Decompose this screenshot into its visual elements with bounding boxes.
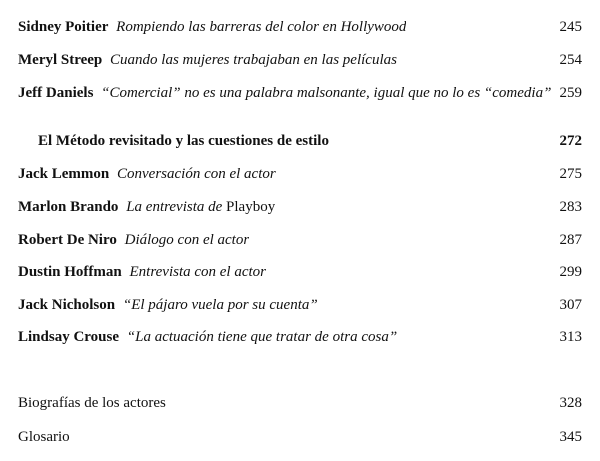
toc-entry-text [18,47,397,73]
chapter-title: “La actuación tiene que tratar de otra cosa” [126,329,398,345]
toc-section-heading [38,128,582,154]
page-number: 283 [559,199,582,215]
actor-name: Lindsay Crouse [18,329,120,345]
chapter-title: “El pájaro vuela por su cuenta” [122,297,318,313]
section-title: El Método revisitado y las cuestiones de estilo [38,133,329,149]
actor-name: Jeff Daniels [18,85,94,101]
toc-entry-lindsay-crouse [18,324,582,350]
chapter-title: Cuando las mujeres trabajaban en las películas [110,52,397,68]
actor-name: Jack Lemmon [18,166,110,182]
section-page-number: 272 [559,133,582,149]
toc-entry-text [18,161,276,187]
page-number: 259 [559,85,582,101]
toc-entry-text [18,259,266,285]
actor-name: Sidney Poitier [18,19,109,35]
chapter-title-italic: La entrevista de [126,199,223,215]
page-number: 307 [559,297,582,313]
toc-entry-marlon-brando [18,194,582,220]
page-number: 328 [559,395,582,411]
toc-entry-text [18,324,397,350]
toc-entry-biografias [18,390,582,416]
page-number: 299 [559,264,582,280]
chapter-title-roman: Playboy [226,199,276,215]
toc-entry-dustin-hoffman [18,259,582,285]
page-number: 345 [559,429,582,445]
toc-entry-jack-nicholson [18,292,582,318]
chapter-title: Conversación con el actor [117,166,276,182]
page-number: 275 [559,166,582,182]
chapter-title: Diálogo con el actor [124,232,250,248]
toc-entry-glosario [18,424,582,450]
toc-entry-text [18,292,318,318]
page-number: 287 [559,232,582,248]
toc-entry-text [18,14,406,40]
toc-entry-robert-de-niro [18,227,582,253]
toc-entry-meryl-streep [18,47,582,73]
toc-entry-text [18,227,249,253]
page-number: 245 [559,19,582,35]
chapter-title: Entrevista con el actor [129,264,267,280]
actor-name: Marlon Brando [18,199,119,215]
chapter-title [126,199,275,215]
actor-name: Dustin Hoffman [18,264,122,280]
appendix-title: Glosario [18,429,70,445]
toc-entry-text [18,80,551,106]
page-number: 313 [559,329,582,345]
appendix-title: Biografías de los actores [18,395,166,411]
toc-entry-jeff-daniels [18,80,582,106]
actor-name: Robert De Niro [18,232,117,248]
actor-name: Jack Nicholson [18,297,116,313]
actor-name: Meryl Streep [18,52,103,68]
page-number: 254 [559,52,582,68]
chapter-title: Rompiendo las barreras del color en Hollywood [116,19,407,35]
toc-entry-jack-lemmon [18,161,582,187]
chapter-title: “Comercial” no es una palabra malsonante, igual que no lo es “comedia” [101,85,552,101]
toc-entry-text [18,194,275,220]
toc-entry-sidney-poitier [18,14,582,40]
